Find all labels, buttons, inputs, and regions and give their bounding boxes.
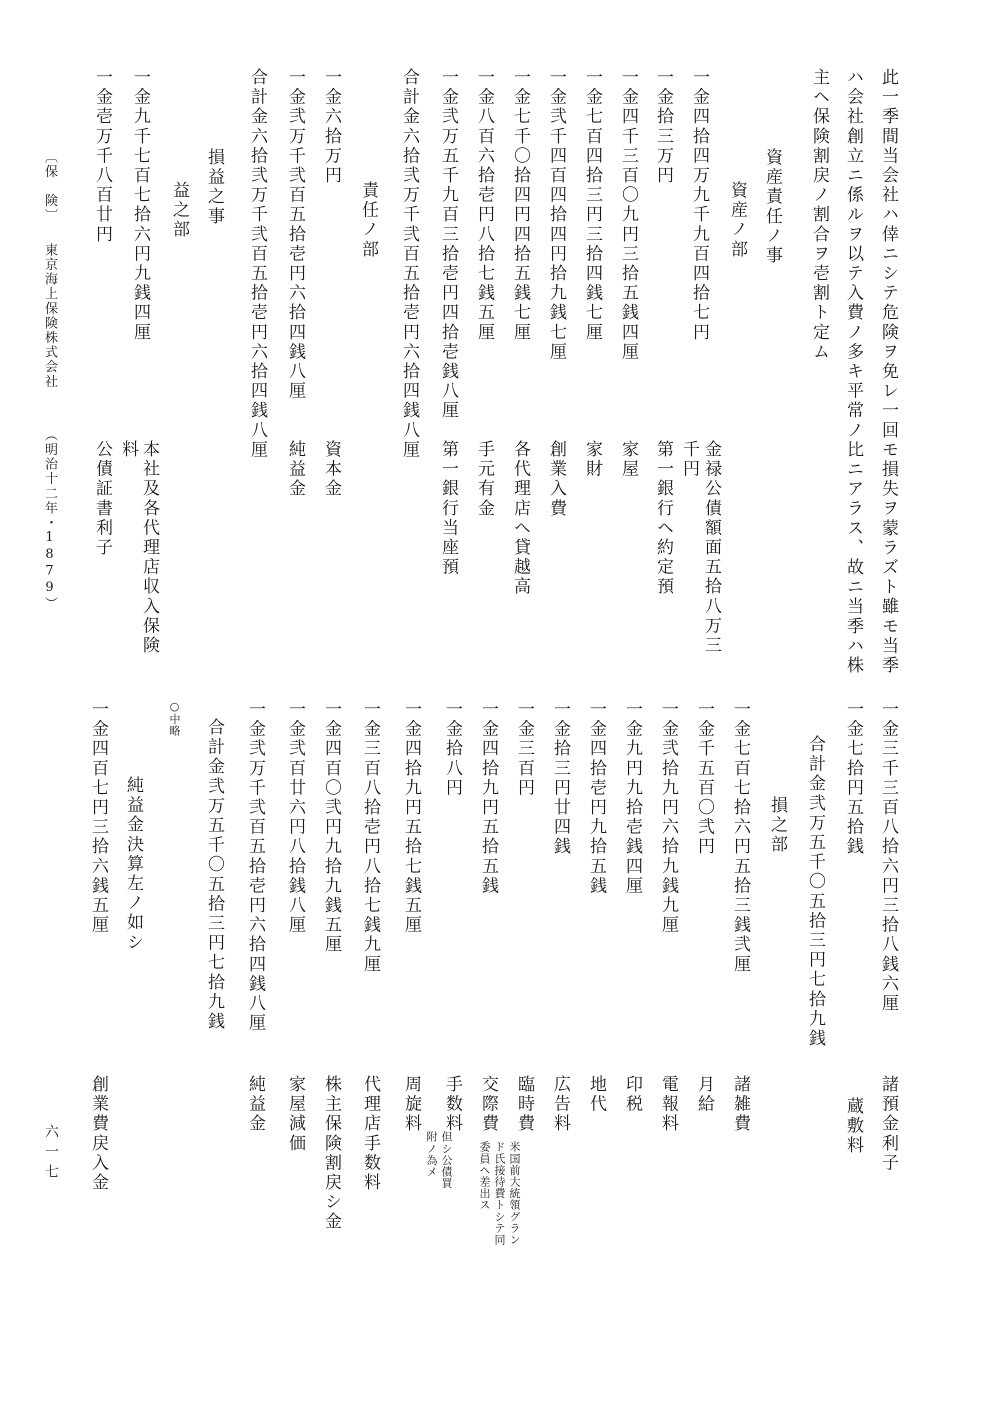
asset-label: 第一銀行ヘ約定預 [653, 440, 673, 597]
asset-label: 第一銀行当座預 [438, 440, 458, 578]
asset-amount: 一金七百四拾三円三拾四銭七厘 [582, 68, 602, 343]
heading-gain: 益之部 [169, 181, 189, 240]
liabilities-total: 合計金六拾弐万千弐百五拾壱円六拾四銭八厘 [247, 68, 267, 460]
loss-label: 株主保険割戻シ金 [321, 1075, 341, 1232]
loss-label: 周旋料 [401, 1075, 421, 1134]
loss-amount: 一金千五百〇弐円 [694, 700, 714, 857]
asset-amount: 一金七千〇拾四円四拾五銭七厘 [510, 68, 530, 343]
asset-label: 創業入費 [546, 440, 566, 519]
loss-label: 臨時費 [514, 1075, 534, 1134]
footer-date: （明治十二年・1879） [42, 428, 57, 612]
heading-assets: 資産ノ部 [727, 181, 747, 260]
loss-label: 純益金 [245, 1075, 265, 1134]
asset-label: 手元有金 [474, 440, 494, 519]
liability-amount: 一金六拾万円 [321, 68, 341, 186]
loss-amount: 一金四拾九円五拾五銭 [478, 700, 498, 896]
loss-label: 印税 [622, 1075, 642, 1115]
loss-amount: 一金七百七拾六円五拾三銭弐厘 [730, 700, 750, 975]
gain-label: 公債証書利子 [92, 440, 112, 558]
intro-line-1: 此一季間当会社ハ倖ニシテ危険ヲ免レ一回モ損失ヲ蒙ラズト雖モ当季 [878, 68, 898, 676]
gain-label: 諸預金利子 [878, 1075, 898, 1173]
gain-amount: 一金壱万千八百廿円 [92, 68, 112, 245]
intro-line-3: 主ヘ保険割戻ノ割合ヲ壱割ト定ム [809, 68, 829, 362]
loss-label: 広告料 [550, 1075, 570, 1134]
loss-amount: 一金四拾九円五拾七銭五厘 [401, 700, 421, 936]
asset-amount: 一金拾三万円 [653, 68, 673, 186]
asset-amount: 一金八百六拾壱円八拾七銭五厘 [474, 68, 494, 343]
loss-amount: 一金弐万千弐百五拾壱円六拾四銭八厘 [245, 700, 265, 1034]
heading-liabilities: 責任ノ部 [358, 181, 378, 260]
heading-assets-liabilities: 資産責任ノ事 [762, 148, 782, 266]
loss-label: 電報料 [658, 1075, 678, 1134]
gain-label: 本社及各代理店収入保険 [139, 440, 159, 656]
heading-profit-loss: 損益之事 [204, 148, 224, 227]
asset-amount: 一金弐千四百四拾四円拾九銭七厘 [546, 68, 566, 362]
heading-net-profit: 純益金決算左ノ如シ [123, 776, 143, 953]
footer-category: 〔保 険〕 [42, 150, 57, 223]
loss-total: 合計金弐万五千〇五拾三円七拾九銭 [204, 718, 224, 1032]
omission-mark: ○中略 [168, 700, 181, 737]
assets-total: 合計金六拾弐万千弐百五拾壱円六拾四銭八厘 [399, 68, 419, 460]
liability-label: 純益金 [285, 440, 305, 499]
loss-label: 家屋減価 [285, 1075, 305, 1154]
liability-label: 資本金 [321, 440, 341, 499]
loss-note: 但シ公債買 附ノ為メ [425, 1131, 453, 1189]
net-profit-label: 創業費戻入金 [88, 1075, 108, 1193]
asset-amount: 一金弐万五千九百三拾壱円四拾壱銭八厘 [438, 68, 458, 421]
gain-amount: 一金九千七百七拾六円九銭四厘 [130, 68, 150, 343]
asset-amount: 一金四千三百〇九円三拾五銭四厘 [618, 68, 638, 362]
loss-label: 手数料 [442, 1075, 462, 1134]
gain-amount: 一金三千三百八拾六円三拾八銭六厘 [878, 700, 898, 1014]
asset-label: 金禄公債額面五拾八万三 [701, 440, 721, 656]
loss-amount: 一金三百円 [514, 700, 534, 798]
loss-amount: 一金三百八拾壱円八拾七銭九厘 [360, 700, 380, 975]
loss-amount: 一金九円九拾壱銭四厘 [622, 700, 642, 896]
gain-amount: 一金七拾円五拾銭 [843, 700, 863, 857]
gain-label: 蔵敷料 [843, 1097, 863, 1156]
loss-note: 米国前大統領グラン ド氏接待費トシテ同 委員ヘ差出ス [478, 1141, 521, 1246]
loss-amount: 一金拾八円 [442, 700, 462, 798]
gain-label: 料 [118, 440, 138, 460]
asset-label: 家財 [582, 440, 602, 480]
asset-label: 各代理店へ貸越高 [510, 440, 530, 597]
loss-label: 月給 [694, 1075, 714, 1115]
net-profit-amount: 一金四百七円三拾六銭五厘 [88, 700, 108, 936]
asset-label: 千円 [679, 440, 699, 480]
asset-amount: 一金四拾四万九千九百四拾七円 [689, 68, 709, 343]
loss-amount: 一金四百〇弐円九拾九銭五厘 [321, 700, 341, 955]
loss-label: 交際費 [478, 1075, 498, 1134]
heading-loss: 損之部 [767, 796, 787, 855]
loss-amount: 一金四拾壱円九拾五銭 [586, 700, 606, 896]
loss-label: 代理店手数料 [360, 1075, 380, 1193]
loss-amount: 一金弐拾九円六拾九銭九厘 [658, 700, 678, 936]
liability-amount: 一金弐万千弐百五拾壱円六拾四銭八厘 [285, 68, 305, 402]
loss-label: 諸雑費 [730, 1075, 750, 1134]
loss-amount: 一金弐百廿六円八拾銭八厘 [285, 700, 305, 936]
gain-total: 合計金弐万五千〇五拾三円七拾九銭 [805, 735, 825, 1049]
intro-line-2: ハ会社創立ニ係ルヲ以テ入費ノ多キ平常ノ比ニアラス、故ニ当季ハ株 [843, 68, 863, 676]
footer-source: 東京海上保険株式会社 [42, 243, 57, 389]
loss-amount: 一金拾三円廿四銭 [550, 700, 570, 857]
page-number: 六一七 [43, 1124, 59, 1184]
loss-label: 地代 [586, 1075, 606, 1115]
asset-label: 家屋 [618, 440, 638, 480]
